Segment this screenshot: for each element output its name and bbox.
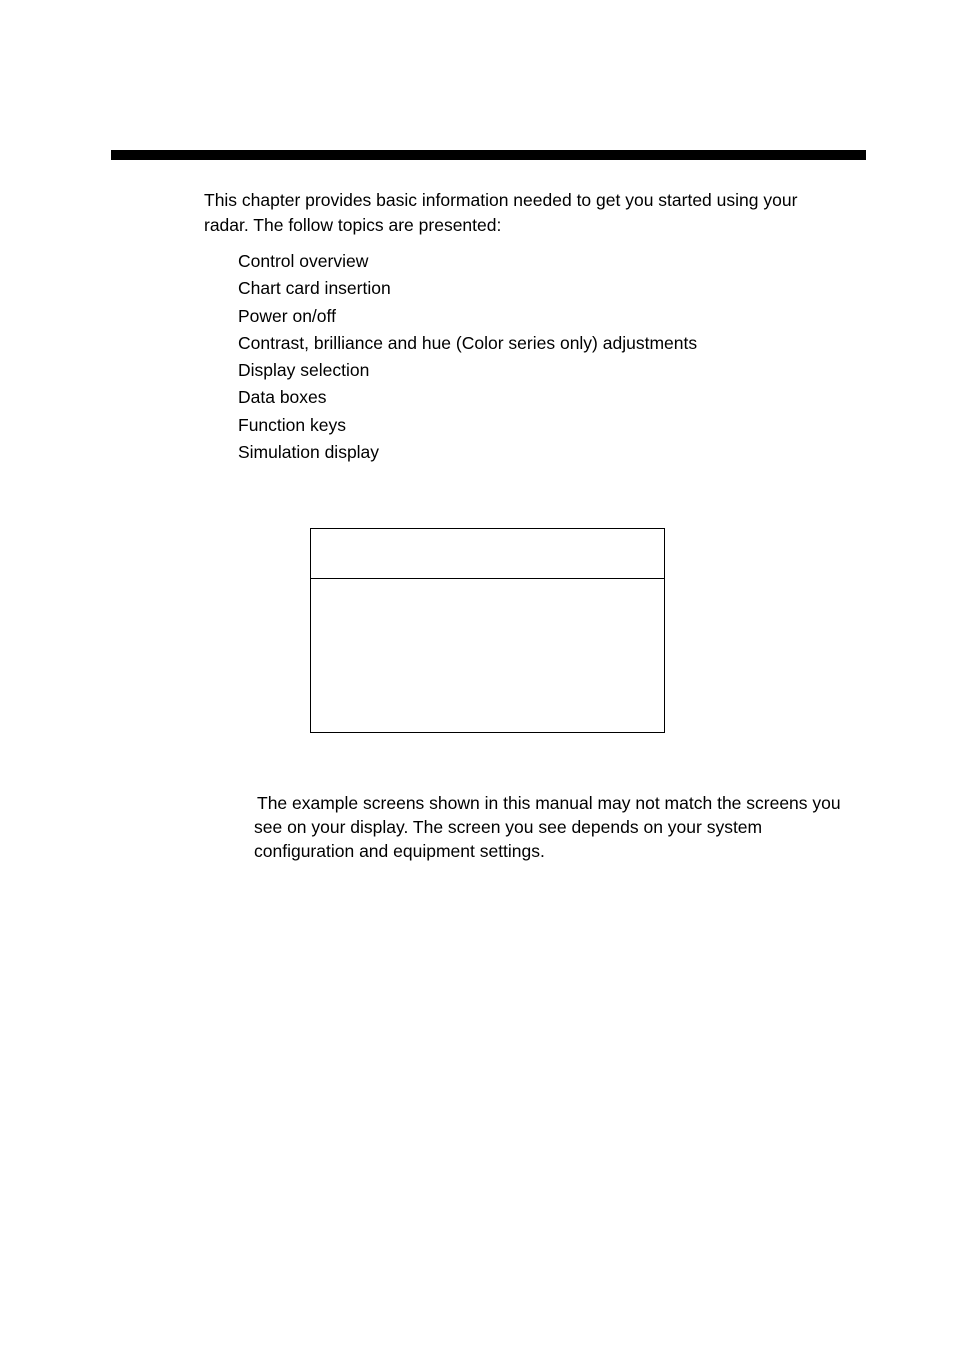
list-item: Contrast, brilliance and hue (Color series only) adjustments [238,332,698,353]
note-text: The example screens shown in this manual may not match the screens you see on your display. The screen you see depends on your system configuration and equipment settings. [254,793,841,861]
list-item: Control overview [238,251,369,271]
list-item: Simulation display [238,442,380,463]
chapter-intro: This chapter provides basic information needed to get you started using your radar. The follow topics are presented: [204,190,798,235]
list-item: Chart card insertion [238,278,391,299]
list-item: Function keys [238,414,346,435]
callout-box-divider [311,578,664,579]
list-item: Display selection [238,360,370,381]
list-item: Data boxes [238,387,327,408]
chapter-header-rule [111,150,866,160]
list-item: Power on/off [238,305,336,326]
callout-box [310,528,665,733]
topic-list [238,249,697,467]
note-paragraph [254,791,854,863]
